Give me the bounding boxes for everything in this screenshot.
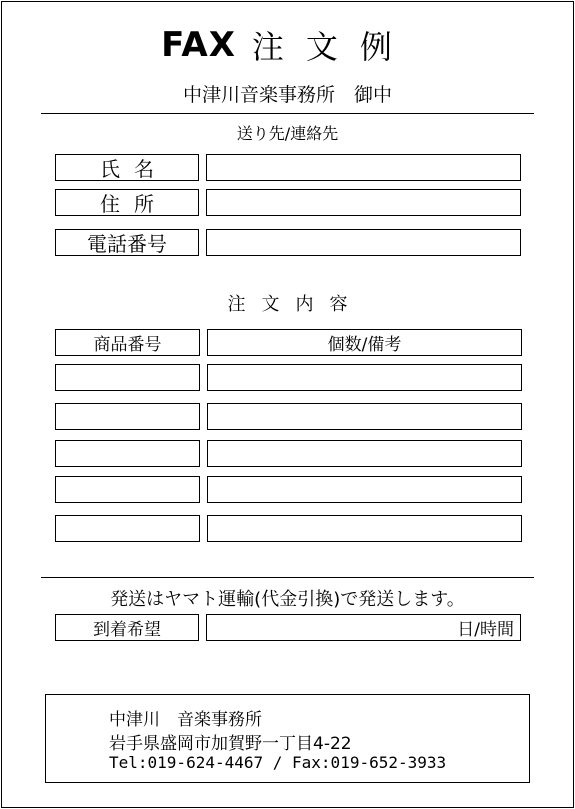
phone-label: 電話番号 — [55, 229, 199, 256]
name-field[interactable] — [206, 154, 521, 181]
order-row-1-product[interactable] — [55, 364, 200, 391]
address-field[interactable] — [206, 189, 521, 216]
order-row-1-notes[interactable] — [207, 364, 522, 391]
order-row-2-notes[interactable] — [207, 403, 522, 430]
order-section-heading: 注文内容 — [227, 294, 364, 315]
address-label: 住所 — [55, 189, 199, 216]
order-row-4-product[interactable] — [55, 476, 200, 503]
form-title — [0, 22, 575, 70]
order-row-5-product[interactable] — [55, 515, 200, 542]
fax-label: FAX — [161, 25, 236, 65]
product-number-header: 商品番号 — [55, 329, 200, 356]
divider-bottom — [41, 577, 534, 578]
delivery-label: 到着希望 — [55, 614, 199, 641]
footer-phone-fax: Tel:019-624-4467 / Fax:019-652-3933 — [109, 753, 447, 772]
footer-name: 中津川 音楽事務所 — [109, 710, 262, 730]
name-label: 氏名 — [55, 154, 199, 181]
footer-contact-box — [45, 694, 530, 783]
order-row-4-notes[interactable] — [207, 476, 522, 503]
phone-field[interactable] — [206, 229, 521, 256]
recipient-line: 中津川音楽事務所 御中 — [182, 84, 392, 106]
quantity-notes-header: 個数/備考 — [207, 329, 522, 356]
order-row-3-notes[interactable] — [207, 440, 522, 467]
contact-section-heading: 送り先/連絡先 — [236, 124, 339, 143]
order-row-5-notes[interactable] — [207, 515, 522, 542]
title-word: 注文例 — [251, 28, 414, 66]
shipping-note: 発送はヤマト運輸(代金引換)で発送します。 — [110, 589, 465, 610]
order-row-2-product[interactable] — [55, 403, 200, 430]
footer-address: 岩手県盛岡市加賀野一丁目4-22 — [109, 734, 352, 754]
order-row-3-product[interactable] — [55, 440, 200, 467]
delivery-date-time-field[interactable]: 日/時間 — [206, 614, 521, 641]
divider-top — [41, 113, 534, 114]
